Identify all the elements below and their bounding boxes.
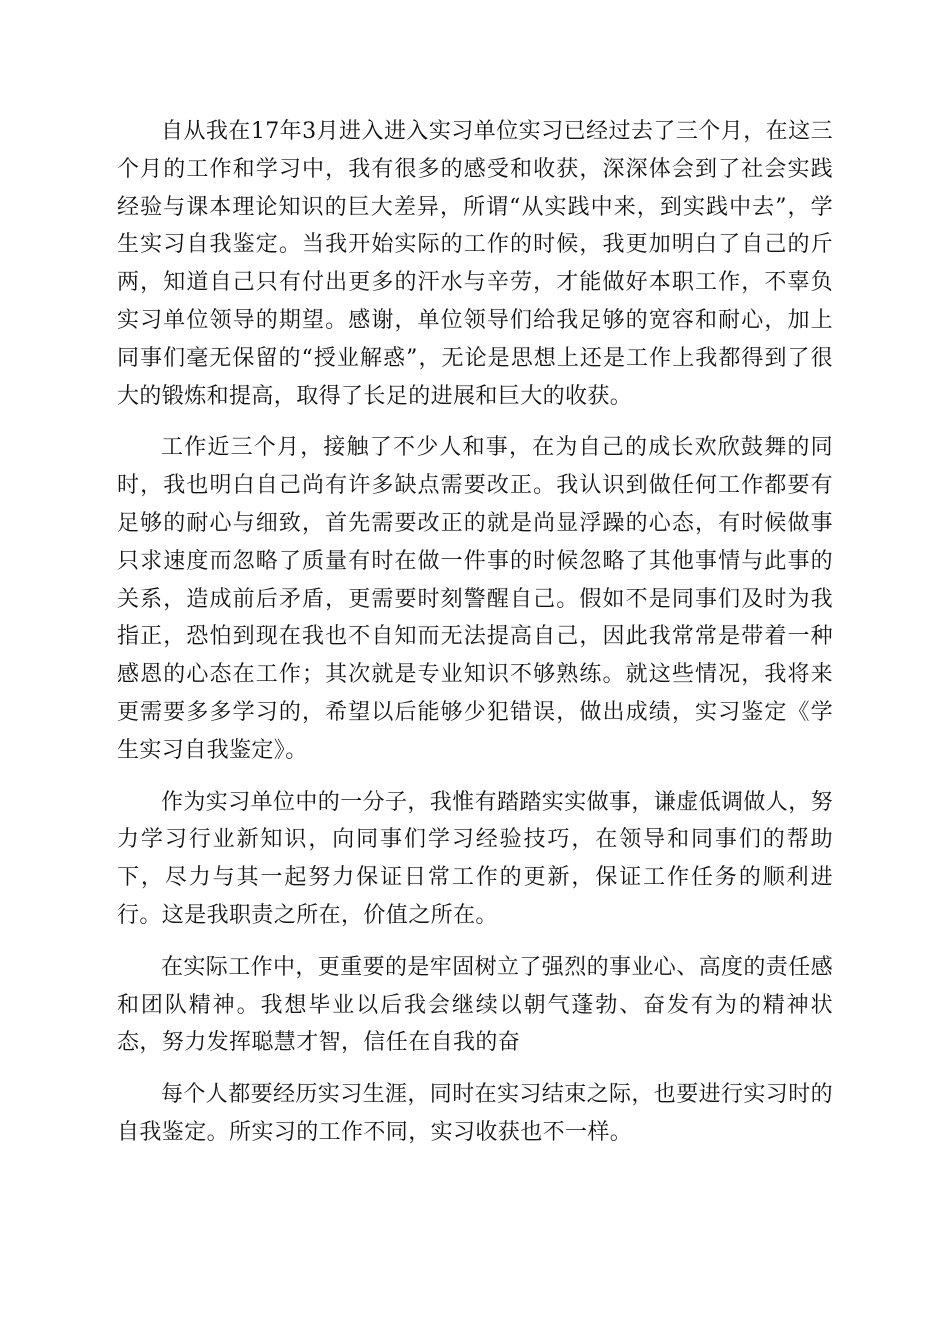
paragraph-2: 工作近三个月，接触了不少人和事，在为自己的成长欢欣鼓舞的同时，我也明白自己尚有许多缺点需要改正。我认识到做任何工作都要有足够的耐心与细致，首先需要改正的就是尚显浮躁的心态，有时候做事只求速度而忽略了质量有时在做一件事的时候忽略了其他事情与此事的关系，造成前后矛盾，更需要时刻警醒自己。假如不是同事们及时为我指正，恐怕到现在我也不自知而无法提高自己，因此我常常是带着一种感恩的心态在工作；其次就是专业知识不够熟练。就这些情况，我将来更需要多多学习的，希望以后能够少犯错误，做出成绩，实习鉴定《学生实习自我鉴定》。 — [117, 435, 833, 763]
paragraph-1: 自从我在17年3月进入进入实习单位实习已经过去了三个月，在这三个月的工作和学习中，我有很多的感受和收获，深深体会到了社会实践经验与课本理论知识的巨大差异，所谓“从实践中来，到实践中去”，学生实习自我鉴定。当我开始实际的工作的时候，我更加明白了自己的斤两，知道自己只有付出更多的汗水与辛劳，才能做好本职工作，不辜负实习单位领导的期望。感谢，单位领导们给我足够的宽容和耐心，加上同事们毫无保留的“授业解惑”，无论是思想上还是工作上我都得到了很大的锻炼和提高，取得了长足的进展和巨大的收获。 — [117, 119, 833, 409]
paragraph-4: 在实际工作中，更重要的是牢固树立了强烈的事业心、高度的责任感和团队精神。我想毕业以后我会继续以朝气蓬勃、奋发有为的精神状态，努力发挥聪慧才智，信任在自我的奋 — [117, 954, 834, 1056]
paragraph-5: 每个人都要经历实习生涯，同时在实习结束之际，也要进行实习时的自我鉴定。所实习的工作不同，实习收获也不一样。 — [117, 1082, 834, 1145]
paragraph-3: 作为实习单位中的一分子，我惟有踏踏实实做事，谦虚低调做人，努力学习行业新知识，向同事们学习经验技巧，在领导和同事们的帮助下，尽力与其一起努力保证日常工作的更新，保证工作任务的顺利进行。这是我职责之所在，价值之所在。 — [117, 789, 834, 928]
